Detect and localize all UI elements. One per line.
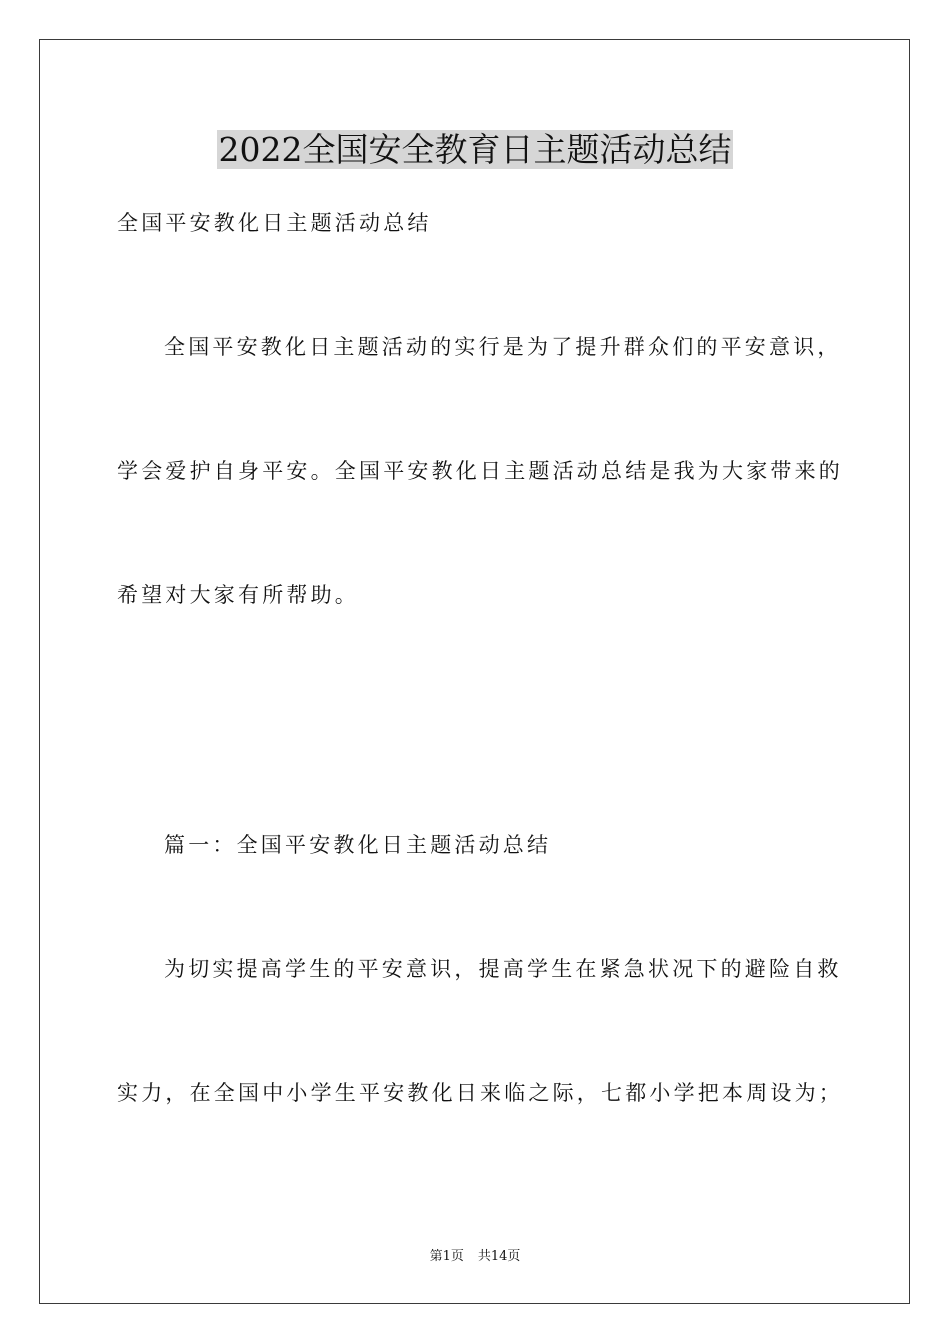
page-number-total: 共14页 <box>477 1249 521 1264</box>
paragraph-line: 学会爱护自身平安。全国平安教化日主题活动总结是我为大家带来的 <box>117 459 843 483</box>
paragraph-line: 实力，在全国中小学生平安教化日来临之际，七都小学把本周设为； <box>117 1081 843 1105</box>
paragraph-line: 为切实提高学生的平安意识，提高学生在紧急状况下的避险自救 <box>164 957 842 981</box>
subtitle-line: 全国平安教化日主题活动总结 <box>117 211 432 235</box>
paragraph-line: 全国平安教化日主题活动的实行是为了提升群众们的平安意识， <box>164 335 842 359</box>
document-title <box>0 128 950 172</box>
page-number-current: 第1页 <box>429 1249 464 1264</box>
section-heading: 篇一：全国平安教化日主题活动总结 <box>164 833 552 857</box>
paragraph-line: 希望对大家有所帮助。 <box>117 583 359 607</box>
page-footer <box>0 1248 950 1266</box>
document-title-text: 2022全国安全教育日主题活动总结 <box>218 130 732 169</box>
